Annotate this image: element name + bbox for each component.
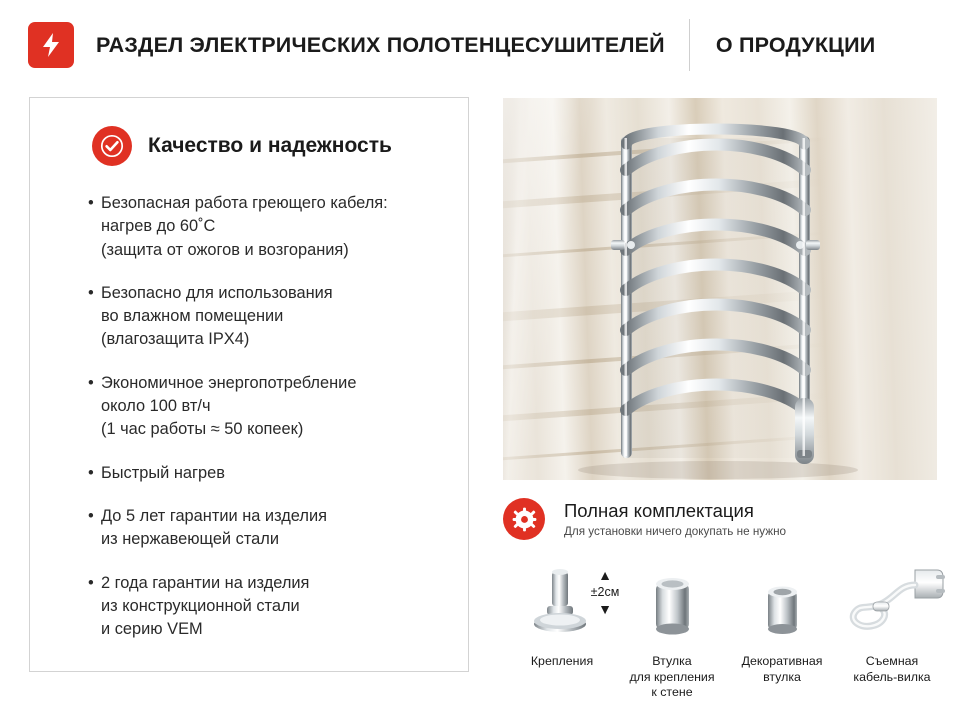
list-item [507,564,620,701]
bullet-line: (1 час работы ≈ 50 копеек) [101,420,304,439]
complectation-subtitle: Для установки ничего докупать не нужно [564,525,787,538]
product-photo [503,98,937,480]
bullet-line: (влагозащита IPX4) [101,330,250,349]
page-title: РАЗДЕЛ ЭЛЕКТРИЧЕСКИХ ПОЛОТЕНЦЕСУШИТЕЛЕЙ [96,32,665,57]
list-item [727,564,837,701]
check-circle-icon [92,126,132,166]
bullet-line: • Безопасно для использования [101,283,333,302]
complectation-title: Полная комплектация [564,500,754,521]
bullet-line: из конструкционной стали [101,596,300,615]
page-header [28,18,937,72]
complectation-section [503,498,943,699]
bullet-line: • Быстрый нагрев [101,463,225,482]
list-item [88,372,448,442]
removable-cable-plug-icon [837,564,947,646]
bullet-line: около 100 вт/ч [101,397,211,416]
bullet-line: (защита от ожогов и возгорания) [101,240,349,259]
bullet-line: из нержавеющей стали [101,530,279,549]
arrow-up-icon: ▲ [598,567,612,583]
mount-icon [507,564,620,646]
list-item [88,505,448,552]
quality-bullet-list [30,192,468,641]
quality-header [92,126,468,166]
complectation-items [503,564,943,701]
item-caption: Втулка [652,654,692,668]
bullet-line: • Экономичное энергопотребление [101,373,357,392]
item-caption: для крепления [629,669,715,684]
complectation-header [503,498,943,540]
bullet-line: • 2 года гарантии на изделия [101,573,310,592]
item-caption: к стене [651,685,693,699]
decorative-bushing-icon [727,564,837,646]
item-caption: кабель-вилка [853,669,931,684]
adjust-value: ±2см [590,585,620,599]
list-item [88,572,448,642]
bullet-line: • Безопасная работа греющего кабеля: [101,194,388,212]
item-caption: Крепления [530,654,594,668]
quality-title: Качество и надежность [148,134,392,157]
towel-rail-illustration [503,98,937,480]
list-item [88,192,448,262]
lightning-bolt-icon [28,22,74,68]
wall-bushing-icon [617,564,727,646]
list-item [88,462,448,485]
quality-panel [29,97,469,672]
item-caption: Съемная [865,654,919,668]
list-item [88,282,448,352]
header-divider [689,19,690,71]
item-caption: втулка [763,669,801,684]
list-item [837,564,947,701]
bullet-line: во влажном помещении [101,307,284,326]
item-caption: Декоративная [741,654,823,668]
gear-icon [503,498,545,540]
list-item [617,564,727,701]
arrow-down-icon: ▼ [598,601,612,617]
bullet-line: • До 5 лет гарантии на изделия [101,506,327,525]
bullet-line: нагрев до 60˚С [101,217,216,236]
bullet-line: и серию VEM [101,620,203,639]
header-section-label: О ПРОДУКЦИИ [715,32,876,57]
